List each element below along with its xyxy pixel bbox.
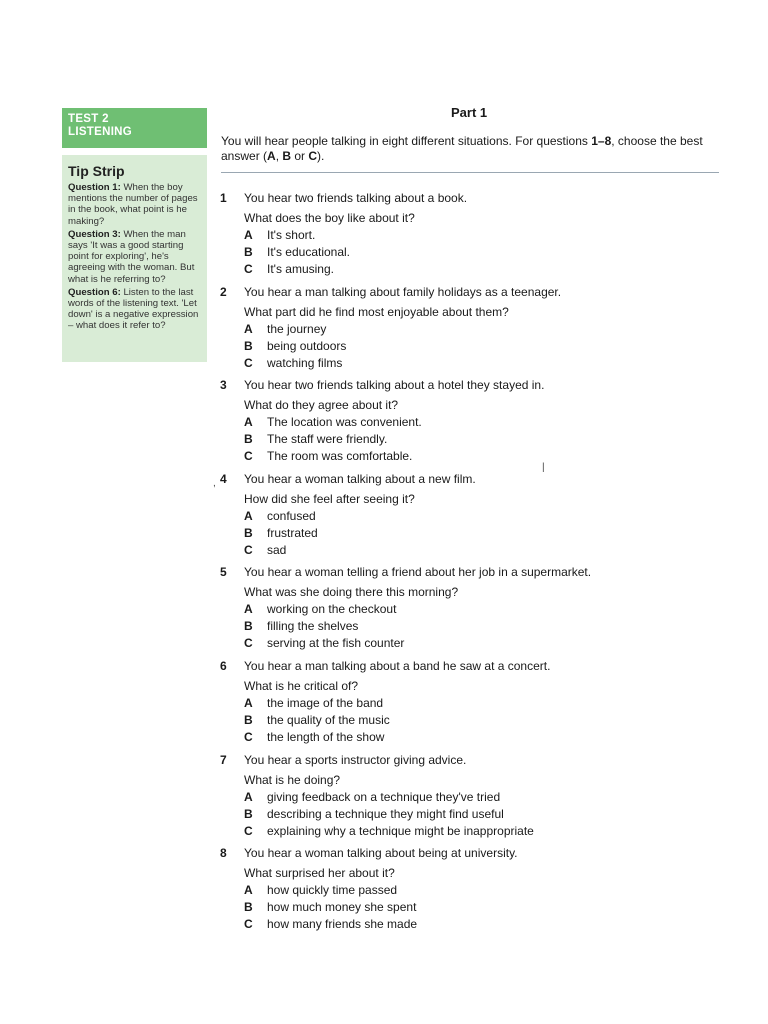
question-stem: You hear a woman talking about a new film. [244,472,476,486]
option-letter: A [244,415,253,429]
question-number: 2 [220,285,227,299]
option-letter: B [244,713,253,727]
question-number: 1 [220,191,227,205]
option-text: being outdoors [267,339,347,353]
question-stem: You hear a man talking about family holidays as a teenager. [244,285,562,299]
option-text: serving at the fish counter [267,636,405,650]
option-letter: A [244,602,253,616]
option-a [244,696,383,710]
question-prompt: What is he doing? [244,773,341,787]
question-stem: You hear two friends talking about a hotel they stayed in. [244,378,545,392]
test-label: TEST 2 [68,113,109,125]
question-stem: You hear two friends talking about a book. [244,191,468,205]
scan-mark: , [213,478,216,489]
option-b [244,713,390,727]
option-letter: A [244,696,253,710]
option-letter: C [244,449,253,463]
section-label: LISTENING [68,126,133,138]
question-number: 8 [220,846,227,860]
tip-body: Listen to the last words of the listening text. 'Let down' is a negative expression – what does it refer to? [68,286,199,332]
option-letter: B [244,807,253,821]
option-a [244,415,422,429]
option-text: the length of the show [267,730,385,744]
option-text: how much money she spent [267,900,417,914]
test-banner [62,108,207,148]
option-c [244,262,334,276]
option-letter: C [244,636,253,650]
option-a [244,883,397,897]
option-b [244,619,358,633]
option-text: The location was convenient. [267,415,422,429]
question-stem: You hear a woman telling a friend about her job in a supermarket. [244,565,592,579]
question-prompt: What surprised her about it? [244,866,395,880]
question-number: 7 [220,753,227,767]
option-text: the quality of the music [267,713,390,727]
option-letter: C [244,824,253,838]
intro-text: You will hear people talking in eight different situations. For questions [221,134,592,148]
option-letter: B [244,526,253,540]
option-b [244,432,387,446]
tip-label: Question 1: [68,182,121,193]
option-text: the journey [267,322,327,336]
option-letter: C [244,917,253,931]
intro-text: , choose the best answer ( [221,134,703,163]
option-letter: A [244,883,253,897]
intro-text: or [291,149,309,163]
question-prompt: What do they agree about it? [244,398,399,412]
option-text: how quickly time passed [267,883,398,897]
option-letter: B [244,619,253,633]
intro-letter: C [308,149,318,163]
option-c [244,449,412,463]
tip-body: When the man says 'It was a good starting point for exploring', he's agreeing with the woman. But what is he referring to? [68,228,195,285]
option-letter: C [244,730,253,744]
option-letter: C [244,543,253,557]
option-c [244,636,404,650]
question-stem: You hear a man talking about a band he saw at a concert. [244,659,551,673]
question-stem: You hear a sports instructor giving advice. [244,753,467,767]
option-text: It's amusing. [267,262,334,276]
option-b [244,900,416,914]
option-b [244,526,318,540]
option-text: the image of the band [267,696,384,710]
question-prompt: What part did he find most enjoyable about them? [244,305,509,319]
question-number: 3 [220,378,227,392]
question-prompt: How did she feel after seeing it? [244,492,415,506]
option-text: sad [267,543,287,557]
tip-strip-title: Tip Strip [68,163,125,179]
question-prompt: What was she doing there this morning? [244,585,459,599]
option-letter: C [244,356,253,370]
question-prompt: What does the boy like about it? [244,211,415,225]
tip-item [68,182,201,227]
question-prompt: What is he critical of? [244,679,359,693]
option-text: It's educational. [267,245,351,259]
intro-range: 1–8 [591,134,612,148]
scan-mark: | [542,462,545,473]
divider [221,172,719,173]
intro-letter: A [267,149,276,163]
option-letter: A [244,228,253,242]
option-text: how many friends she made [267,917,418,931]
intro-text: ). [317,149,325,163]
option-c [244,917,417,931]
option-a [244,602,396,616]
option-letter: B [244,339,253,353]
option-text: The room was comfortable. [267,449,413,463]
option-c [244,356,342,370]
tip-item [68,287,201,332]
option-text: It's short. [267,228,316,242]
instructions [221,134,716,164]
option-letter: A [244,790,253,804]
part-title: Part 1 [451,105,488,120]
option-text: watching films [267,356,343,370]
option-letter: B [244,900,253,914]
option-c [244,543,286,557]
tip-body: When the boy mentions the number of pages in the book, what point is he making? [68,182,198,227]
question-stem: You hear a woman talking about being at university. [244,846,518,860]
option-b [244,807,504,821]
sidebar [62,108,207,362]
option-c [244,730,384,744]
option-text: filling the shelves [267,619,359,633]
option-a [244,509,316,523]
option-a [244,228,315,242]
intro-text: , [275,149,283,163]
option-text: The staff were friendly. [267,432,388,446]
option-text: frustrated [267,526,318,540]
option-letter: B [244,432,253,446]
option-text: explaining why a technique might be inappropriate [267,824,534,838]
tip-item [68,229,201,285]
question-number: 5 [220,565,227,579]
option-b [244,245,350,259]
option-a [244,790,500,804]
question-number: 4 [220,472,227,486]
option-text: describing a technique they might find useful [267,807,504,821]
option-letter: A [244,509,253,523]
tip-strip [62,155,207,362]
intro-letter: B [282,149,292,163]
tip-label: Question 3: [68,228,121,240]
option-letter: A [244,322,253,336]
option-a [244,322,326,336]
option-letter: C [244,262,253,276]
option-b [244,339,346,353]
option-letter: B [244,245,253,259]
option-c [244,824,534,838]
option-text: working on the checkout [267,602,397,616]
option-text: confused [267,509,316,523]
tip-label: Question 6: [68,286,121,298]
option-text: giving feedback on a technique they've tried [267,790,501,804]
question-number: 6 [220,659,227,673]
